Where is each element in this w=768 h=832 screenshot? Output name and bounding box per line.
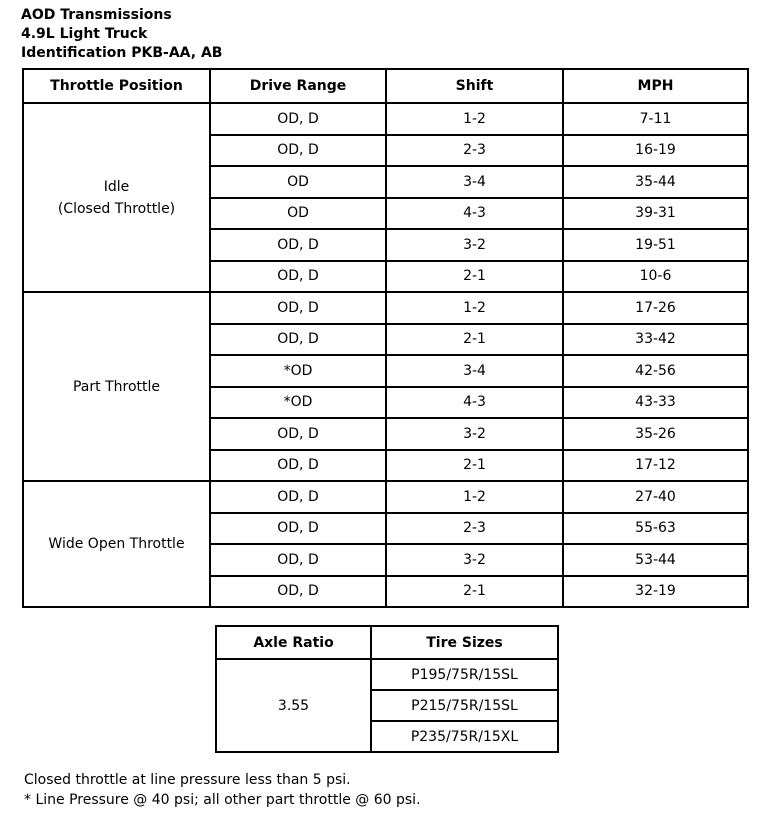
- shift-cell: 3-4: [386, 355, 563, 387]
- mph-cell: 27-40: [563, 481, 748, 513]
- drive-range-cell: OD: [210, 166, 386, 198]
- drive-range-cell: OD, D: [210, 103, 386, 135]
- title-vehicle: 4.9L Light Truck: [21, 26, 148, 42]
- shift-cell: 2-1: [386, 261, 563, 293]
- column-header-mph: MPH: [563, 69, 748, 103]
- mph-cell: 16-19: [563, 135, 748, 167]
- column-header-drive-range: Drive Range: [210, 69, 386, 103]
- shift-cell: 2-3: [386, 513, 563, 545]
- drive-range-cell: OD, D: [210, 292, 386, 324]
- column-header-throttle-position: Throttle Position: [23, 69, 210, 103]
- shift-cell: 4-3: [386, 198, 563, 230]
- throttle-position-label: Wide Open Throttle: [48, 536, 185, 552]
- tire-size-cell: P215/75R/15SL: [371, 690, 558, 721]
- drive-range-cell: *OD: [210, 387, 386, 419]
- mph-cell: 10-6: [563, 261, 748, 293]
- mph-cell: 33-42: [563, 324, 748, 356]
- mph-cell: 35-44: [563, 166, 748, 198]
- drive-range-cell: OD, D: [210, 450, 386, 482]
- drive-range-cell: OD, D: [210, 418, 386, 450]
- mph-cell: 7-11: [563, 103, 748, 135]
- mph-cell: 17-12: [563, 450, 748, 482]
- shift-cell: 2-1: [386, 450, 563, 482]
- shift-table-body: [23, 103, 748, 607]
- mph-cell: 42-56: [563, 355, 748, 387]
- table-row: [216, 659, 558, 690]
- mph-cell: 55-63: [563, 513, 748, 545]
- drive-range-cell: *OD: [210, 355, 386, 387]
- footnotes: [24, 770, 421, 810]
- drive-range-cell: OD, D: [210, 135, 386, 167]
- tire-size-cell: P195/75R/15SL: [371, 659, 558, 690]
- mph-cell: 17-26: [563, 292, 748, 324]
- mph-cell: 53-44: [563, 544, 748, 576]
- axle-table-header-row: [216, 626, 558, 659]
- throttle-position-cell: [23, 292, 210, 481]
- mph-cell: 39-31: [563, 198, 748, 230]
- footnote-closed-throttle: Closed throttle at line pressure less than 5 psi.: [24, 772, 351, 788]
- column-header-tire-sizes: Tire Sizes: [371, 626, 558, 659]
- throttle-position-cell: [23, 481, 210, 607]
- mph-cell: 43-33: [563, 387, 748, 419]
- axle-ratio-cell: 3.55: [216, 659, 371, 752]
- shift-table-header-row: [23, 69, 748, 103]
- throttle-position-cell: [23, 103, 210, 292]
- shift-cell: 3-4: [386, 166, 563, 198]
- drive-range-cell: OD, D: [210, 481, 386, 513]
- drive-range-cell: OD, D: [210, 261, 386, 293]
- shift-cell: 2-1: [386, 324, 563, 356]
- mph-cell: 19-51: [563, 229, 748, 261]
- throttle-position-label: Idle: [103, 178, 130, 195]
- shift-cell: 1-2: [386, 481, 563, 513]
- drive-range-cell: OD, D: [210, 576, 386, 608]
- table-row: [23, 103, 748, 135]
- shift-cell: 3-2: [386, 418, 563, 450]
- shift-schedule-table: [22, 68, 749, 608]
- title-identification: Identification PKB-AA, AB: [21, 45, 223, 61]
- shift-cell: 1-2: [386, 103, 563, 135]
- shift-cell: 2-3: [386, 135, 563, 167]
- column-header-axle-ratio: Axle Ratio: [216, 626, 371, 659]
- drive-range-cell: OD: [210, 198, 386, 230]
- axle-ratio-table: [215, 625, 559, 753]
- shift-cell: 4-3: [386, 387, 563, 419]
- mph-cell: 32-19: [563, 576, 748, 608]
- drive-range-cell: OD, D: [210, 229, 386, 261]
- shift-cell: 3-2: [386, 544, 563, 576]
- document-title-block: [21, 6, 222, 63]
- shift-cell: 1-2: [386, 292, 563, 324]
- drive-range-cell: OD, D: [210, 513, 386, 545]
- mph-cell: 35-26: [563, 418, 748, 450]
- shift-cell: 3-2: [386, 229, 563, 261]
- drive-range-cell: OD, D: [210, 544, 386, 576]
- footnote-line-pressure: * Line Pressure @ 40 psi; all other part throttle @ 60 psi.: [24, 792, 421, 808]
- drive-range-cell: OD, D: [210, 324, 386, 356]
- shift-cell: 2-1: [386, 576, 563, 608]
- tire-size-cell: P235/75R/15XL: [371, 721, 558, 752]
- title-transmission: AOD Transmissions: [21, 7, 172, 23]
- table-row: [23, 481, 748, 513]
- throttle-position-label: Part Throttle: [72, 378, 160, 395]
- table-row: [23, 292, 748, 324]
- throttle-position-sublabel: (Closed Throttle): [57, 200, 176, 217]
- column-header-shift: Shift: [386, 69, 563, 103]
